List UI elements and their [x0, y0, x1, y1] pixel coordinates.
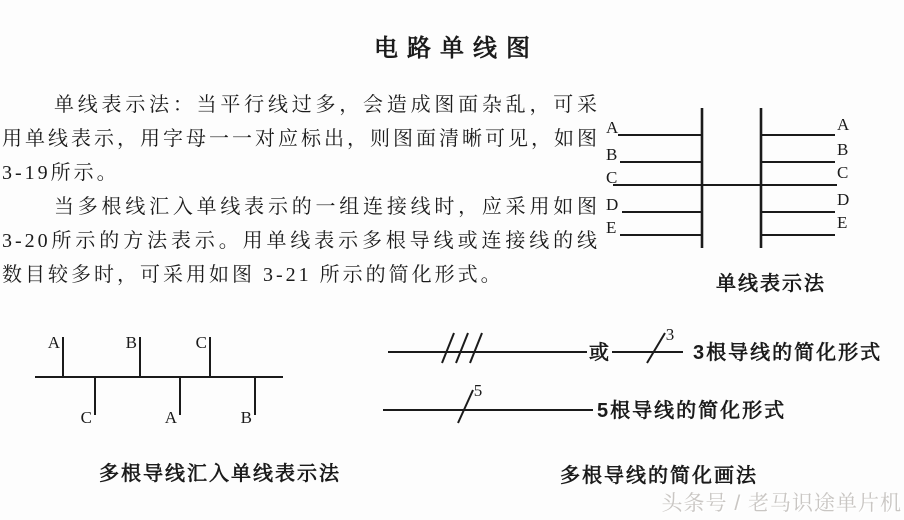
- tick-1: [442, 333, 454, 363]
- label-b-left: B: [606, 145, 618, 164]
- merge-diagram: [25, 325, 315, 435]
- three-wire-row: [388, 325, 882, 364]
- five-wire-label: 5根导线的简化形式: [597, 400, 787, 422]
- label-d-left: D: [606, 195, 619, 214]
- three-wire-label: 3根导线的简化形式: [693, 342, 883, 364]
- left-wire-labels: [606, 118, 619, 237]
- paragraph-2: 当多根线汇入单线表示的一组连接线时，应采用如图3-20所示的方法表示。用单线表示多根导线或连接线的线数目较多时，可采用如图 3-21 所示的简化形式。: [2, 196, 600, 286]
- merge-caption: 多根导线汇入单线表示法: [99, 463, 341, 485]
- watermark: 头条号 / 老马识途单片机: [661, 492, 902, 515]
- five-wire-row: [383, 381, 786, 423]
- label-c-right: C: [837, 163, 849, 182]
- merge-label-b-bottom: B: [240, 408, 252, 427]
- left-wires: [613, 135, 837, 235]
- label-d-right: D: [837, 190, 850, 209]
- right-wire-labels: [837, 115, 850, 232]
- simplified-diagram: [375, 322, 904, 434]
- merge-label-b-top: B: [125, 333, 137, 352]
- simplified-caption: 多根导线的简化画法: [560, 465, 758, 487]
- label-e-left: E: [606, 218, 617, 237]
- body-text: [2, 88, 600, 292]
- label-a-left: A: [606, 118, 619, 137]
- merge-label-a-top: A: [47, 333, 60, 352]
- single-line-caption: 单线表示法: [716, 273, 826, 295]
- label-a-right: A: [837, 115, 850, 134]
- label-c-left: C: [606, 168, 618, 187]
- tick-2: [456, 333, 468, 363]
- label-b-right: B: [837, 140, 849, 159]
- label-e-right: E: [837, 213, 848, 232]
- merge-label-c-bottom: C: [80, 408, 92, 427]
- bus-bars: [702, 108, 761, 248]
- merge-label-c-top: C: [195, 333, 207, 352]
- count-5: 5: [473, 381, 483, 400]
- tick-count-3: [647, 333, 665, 363]
- count-3: 3: [665, 325, 675, 344]
- tick-3: [470, 333, 482, 363]
- merge-label-a-bottom: A: [164, 408, 177, 427]
- or-label: 或: [589, 342, 611, 364]
- tick-count-5: [458, 390, 473, 423]
- paragraph-1: 单线表示法：当平行线过多，会造成图面杂乱，可采用单线表示，用字母一一对应标出，则图面清晰可见，如图3-19所示。: [2, 94, 600, 184]
- page-title: 电路单线图: [374, 35, 539, 62]
- merge-labels: [48, 333, 252, 427]
